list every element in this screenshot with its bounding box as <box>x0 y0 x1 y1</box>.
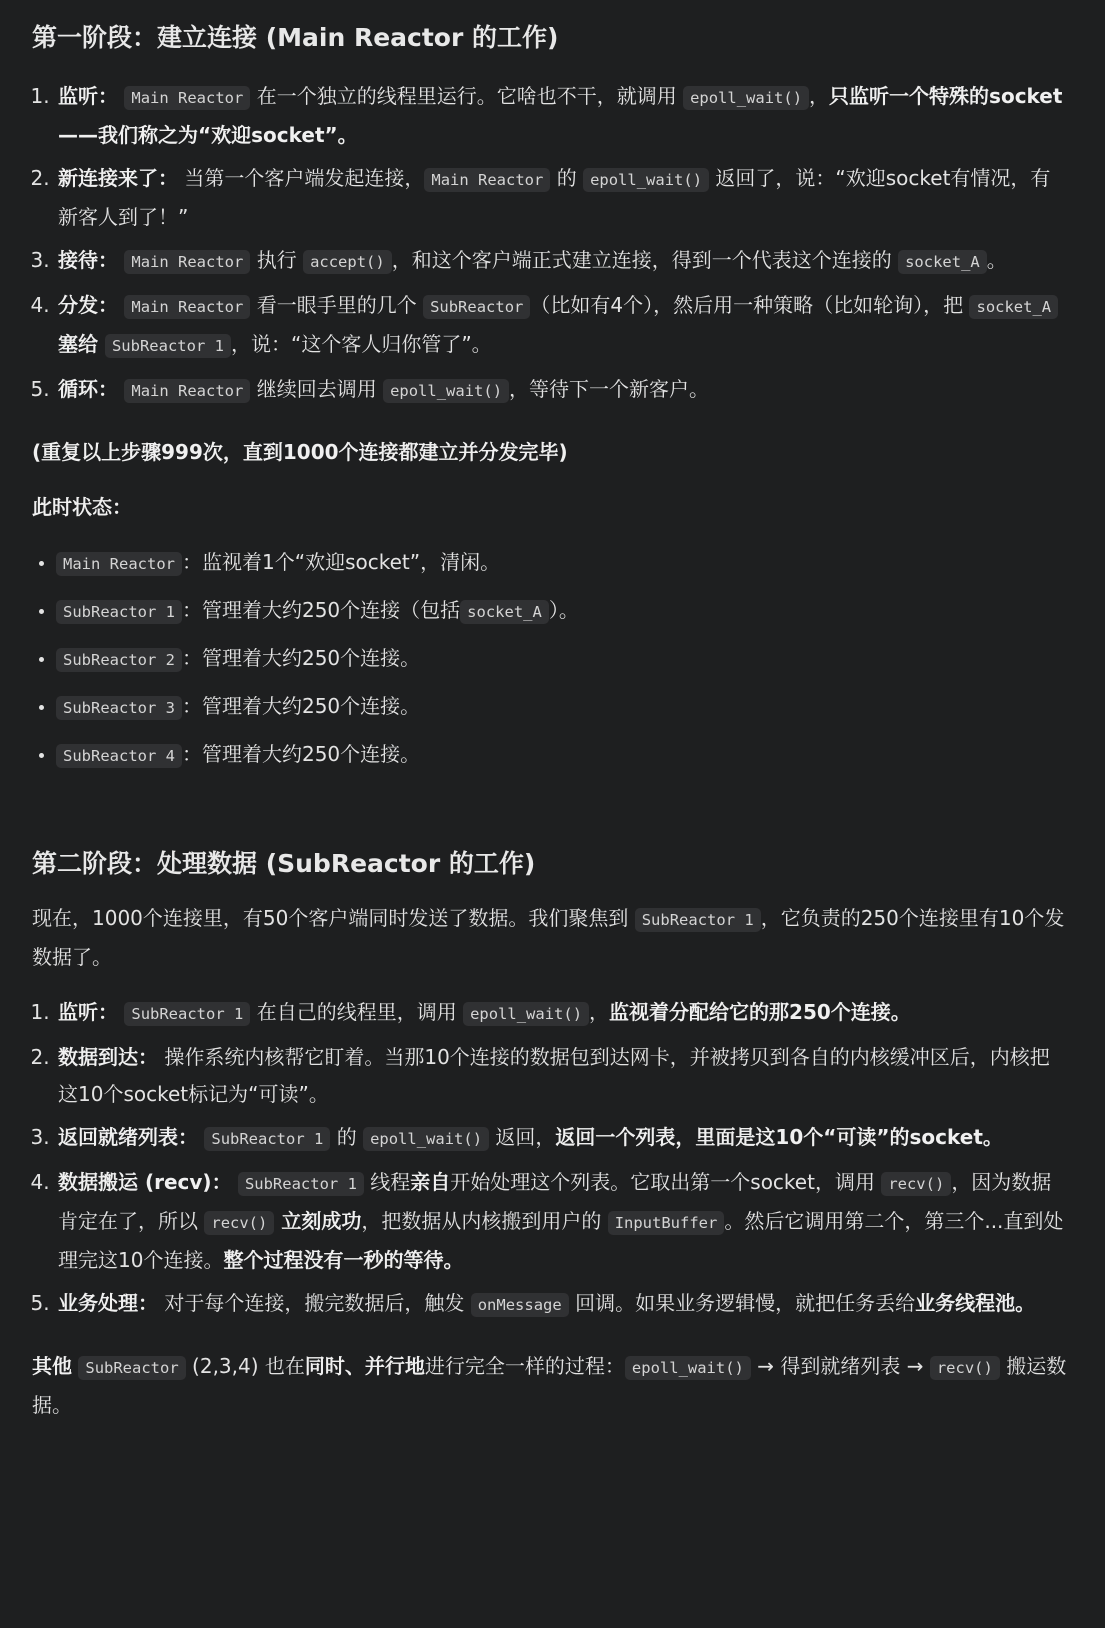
step-text: 回调。如果业务逻辑慢，就把任务丢给 <box>568 1291 916 1315</box>
step-text: 在一个独立的线程里运行。它啥也不干，就调用 <box>250 84 684 108</box>
inline-code: SubReactor <box>78 1356 185 1380</box>
inline-code: socket_A <box>460 600 549 624</box>
step-text: 开始处理这个列表。它取出第一个socket，调用 <box>450 1170 882 1194</box>
step-label: 监听： <box>58 1000 118 1024</box>
inline-code: onMessage <box>471 1293 569 1317</box>
step-text: ，因为数据肯定在了，所以 <box>58 1170 1052 1233</box>
step-emphasis: 只监听一个特殊的socket——我们称之为“欢迎socket”。 <box>58 84 1063 147</box>
section2-step <box>56 994 1069 1033</box>
inline-code: SubReactor 1 <box>635 908 761 932</box>
section1-step <box>56 78 1069 154</box>
section1-title: 第一阶段：建立连接 (Main Reactor 的工作) <box>32 23 559 52</box>
inline-code: epoll_wait() <box>683 86 809 110</box>
intro-text: 现在，1000个连接里，有50个客户端同时发送了数据。我们聚焦到 <box>32 906 635 930</box>
state-list <box>32 544 1069 775</box>
step-label: 接待： <box>58 248 118 272</box>
outro-emphasis: 其他 <box>32 1354 72 1378</box>
step-label: 新连接来了： <box>58 166 178 190</box>
step-text: 对于每个连接，搬完数据后，触发 <box>158 1291 471 1315</box>
step-label: 监听： <box>58 84 118 108</box>
inline-code: SubReactor 2 <box>56 648 182 672</box>
step-emphasis: 整个过程没有一秒的等待。 <box>223 1248 464 1272</box>
inline-code: Main Reactor <box>124 295 250 319</box>
section2-title: 第二阶段：处理数据 (SubReactor 的工作) <box>32 849 536 878</box>
inline-code: recv() <box>930 1356 1000 1380</box>
section2-intro <box>32 900 1069 976</box>
state-text: ：监视着1个“欢迎socket”，清闲。 <box>181 550 501 574</box>
inline-code: Main Reactor <box>424 168 550 192</box>
section2-step <box>56 1164 1069 1279</box>
step-text: ， <box>809 84 830 108</box>
step-text: 的 <box>330 1125 364 1149</box>
step-emphasis: 塞给 <box>58 332 105 356</box>
inline-code: recv() <box>204 1211 274 1235</box>
inline-code: SubReactor 1 <box>204 1127 330 1151</box>
state-text: ）。 <box>548 598 579 622</box>
step-text: ，说：“这个客人归你管了”。 <box>230 332 492 356</box>
state-item <box>56 544 1069 583</box>
intro-text: ，它负责的250个连接里有10个发数据了。 <box>32 906 1065 969</box>
inline-code: SubReactor <box>423 295 530 319</box>
inline-code: Main Reactor <box>124 379 250 403</box>
step-label: 业务处理： <box>58 1291 158 1315</box>
step-emphasis: 业务线程池。 <box>915 1291 1036 1315</box>
outro-text: 进行完全一样的过程： <box>424 1354 625 1378</box>
inline-code: epoll_wait() <box>383 379 509 403</box>
inline-code: SubReactor 1 <box>105 334 231 358</box>
state-text: ：管理着大约250个连接。 <box>181 694 421 718</box>
step-label: 循环： <box>58 377 118 401</box>
step-label: 分发： <box>58 293 118 317</box>
step-text: 的 <box>550 166 584 190</box>
step-text: （比如有4个），然后用一种策略（比如轮询），把 <box>530 293 970 317</box>
inline-code: SubReactor 4 <box>56 744 182 768</box>
section1-step-list <box>32 78 1069 410</box>
inline-code: Main Reactor <box>124 250 250 274</box>
step-text: 操作系统内核帮它盯着。当那10个连接的数据包到达网卡，并被拷贝到各自的内核缓冲区后，内核把这10个socket标记为“可读”。 <box>58 1045 1050 1106</box>
step-emphasis: 监视着分配给它的那250个连接。 <box>609 1000 911 1024</box>
step-emphasis: 亲自 <box>410 1170 451 1194</box>
step-text: 当第一个客户端发起连接， <box>178 166 425 190</box>
outro-text: (2,3,4) 也在 <box>185 1354 305 1378</box>
inline-code: Main Reactor <box>56 552 182 576</box>
state-item <box>56 592 1069 631</box>
inline-code: Main Reactor <box>124 86 250 110</box>
inline-code: epoll_wait() <box>363 1127 489 1151</box>
step-text: 线程 <box>363 1170 411 1194</box>
inline-code: epoll_wait() <box>583 168 709 192</box>
section2-outro <box>32 1348 1069 1424</box>
outro-text: 搬运数据。 <box>32 1354 1067 1417</box>
inline-code: SubReactor 3 <box>56 696 182 720</box>
inline-code: SubReactor 1 <box>56 600 182 624</box>
state-text: ：管理着大约250个连接。 <box>181 742 421 766</box>
repeat-note: (重复以上步骤999次，直到1000个连接都建立并分发完毕) <box>32 440 568 464</box>
step-text: ， <box>589 1000 610 1024</box>
step-text: 返回了，说：“欢迎socket有情况，有新客人到了！” <box>58 166 1051 229</box>
inline-code: epoll_wait() <box>463 1002 589 1026</box>
step-text: 执行 <box>250 248 304 272</box>
inline-code: InputBuffer <box>608 1211 725 1235</box>
step-text: 看一眼手里的几个 <box>250 293 424 317</box>
section1-step <box>56 287 1069 365</box>
step-text: ，把数据从内核搬到用户的 <box>361 1209 608 1233</box>
inline-code: socket_A <box>898 250 987 274</box>
outro-emphasis: 同时、并行地 <box>304 1354 425 1378</box>
inline-code: epoll_wait() <box>625 1356 751 1380</box>
state-item <box>56 640 1069 679</box>
outro-text: → 得到就绪列表 → <box>750 1354 930 1378</box>
step-label: 数据到达： <box>58 1045 158 1069</box>
state-item <box>56 736 1069 775</box>
inline-code: SubReactor 1 <box>238 1172 364 1196</box>
section2-step-list <box>32 994 1069 1324</box>
step-text: 返回， <box>489 1125 556 1149</box>
inline-code: accept() <box>303 250 392 274</box>
section2-step <box>56 1039 1069 1113</box>
step-text: 。然后它调用第二个，第三个...直到处理完这10个连接。 <box>58 1209 1064 1272</box>
state-item <box>56 688 1069 727</box>
section2-step <box>56 1119 1069 1158</box>
step-text: 继续回去调用 <box>250 377 384 401</box>
inline-code: SubReactor 1 <box>124 1002 250 1026</box>
section1-step <box>56 242 1069 281</box>
step-emphasis: 立刻成功 <box>274 1209 362 1233</box>
inline-code: recv() <box>881 1172 951 1196</box>
step-text: ，等待下一个新客户。 <box>509 377 710 401</box>
step-text: ，和这个客户端正式建立连接，得到一个代表这个连接的 <box>391 248 899 272</box>
step-text: 。 <box>986 248 1007 272</box>
section1-step <box>56 160 1069 236</box>
step-label: 数据搬运 (recv)： <box>58 1170 232 1194</box>
state-title: 此时状态： <box>32 495 132 519</box>
inline-code: socket_A <box>969 295 1058 319</box>
step-text: 在自己的线程里，调用 <box>250 1000 464 1024</box>
section1-step <box>56 371 1069 410</box>
step-label: 返回就绪列表： <box>58 1125 198 1149</box>
state-text: ：管理着大约250个连接。 <box>181 646 421 670</box>
state-text: ：管理着大约250个连接（包括 <box>181 598 461 622</box>
step-emphasis: 返回一个列表，里面是这10个“可读”的socket。 <box>555 1125 1003 1149</box>
section2-step <box>56 1285 1069 1324</box>
